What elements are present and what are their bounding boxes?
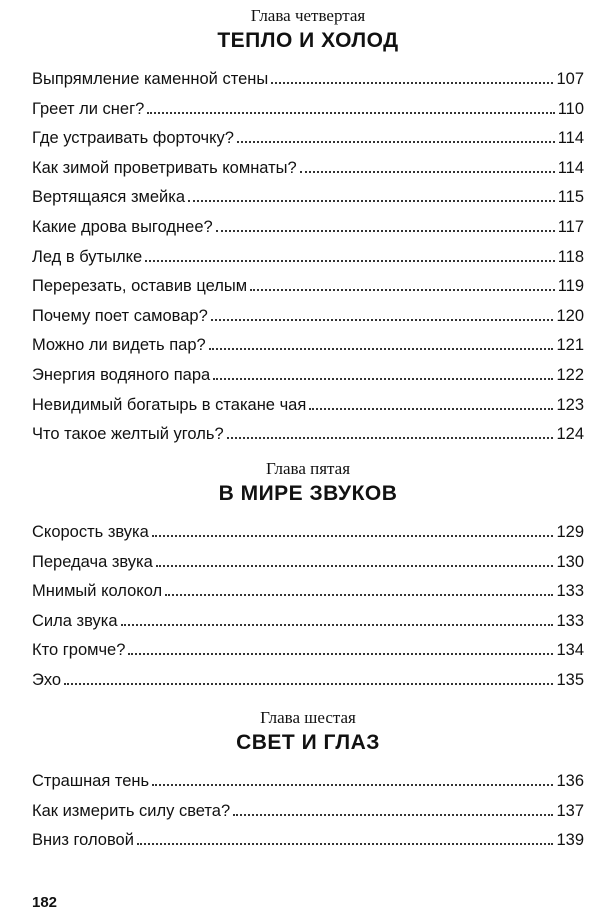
toc-entry-page-number: 123 bbox=[556, 395, 584, 414]
dot-leader bbox=[137, 823, 554, 845]
toc-entry-title: Где устраивать форточку? bbox=[32, 129, 234, 148]
dot-leader bbox=[209, 328, 554, 350]
toc-entry-title: Невидимый богатырь в стакане чая bbox=[32, 395, 307, 414]
toc-entry-title: Как измерить силу света? bbox=[32, 801, 231, 820]
toc-entry-page-number: 122 bbox=[556, 365, 584, 384]
page-number: 182 bbox=[32, 894, 58, 911]
toc-entry bbox=[32, 515, 584, 545]
toc-entry-title: Вертящаяся змейка bbox=[32, 188, 186, 207]
toc-entry bbox=[32, 823, 584, 853]
dot-leader bbox=[165, 574, 553, 596]
toc-entry-title: Скорость звука bbox=[32, 523, 149, 541]
chapter-title: В МИРЕ ЗВУКОВ bbox=[218, 482, 398, 505]
dot-leader bbox=[147, 92, 554, 114]
toc-entry bbox=[32, 180, 584, 210]
toc-entry-page-number: 133 bbox=[556, 582, 584, 601]
dot-leader bbox=[156, 545, 554, 567]
dot-leader bbox=[271, 62, 553, 84]
toc-entry bbox=[32, 388, 584, 418]
toc-entry bbox=[32, 633, 584, 663]
toc-entry-page-number: 118 bbox=[557, 247, 584, 266]
dot-leader bbox=[121, 604, 554, 626]
toc-entry bbox=[32, 574, 584, 604]
dot-leader bbox=[64, 663, 553, 685]
toc-entry-page-number: 135 bbox=[556, 670, 584, 689]
toc-entry bbox=[32, 358, 584, 388]
toc-entry-title: Энергия водяного пара bbox=[32, 365, 211, 384]
dot-leader bbox=[211, 299, 554, 321]
toc-entry-page-number: 114 bbox=[557, 158, 584, 177]
dot-leader bbox=[152, 515, 554, 537]
toc-entry-page-number: 114 bbox=[557, 129, 584, 148]
toc-entry-page-number: 121 bbox=[556, 336, 584, 355]
toc-entry-page-number: 120 bbox=[556, 306, 584, 325]
dot-leader bbox=[300, 151, 555, 173]
toc-entry-title: Эхо bbox=[32, 670, 62, 689]
toc-entry bbox=[32, 328, 584, 358]
toc-entry-page-number: 107 bbox=[556, 70, 584, 88]
toc-entry bbox=[32, 764, 584, 794]
dot-leader bbox=[250, 269, 555, 291]
dot-leader bbox=[216, 210, 555, 232]
toc-entry-title: Страшная тень bbox=[32, 772, 150, 790]
toc-entry-title: Передача звука bbox=[32, 552, 153, 571]
toc-entry-title: Какие дрова выгоднее? bbox=[32, 217, 213, 236]
chapter-label: Глава пятая bbox=[265, 459, 351, 478]
toc-entry-page-number: 137 bbox=[556, 801, 584, 820]
toc-entry-title: Кто громче? bbox=[32, 641, 126, 660]
toc-entry-page-number: 139 bbox=[556, 831, 584, 850]
toc-entry-title: Можно ли видеть пар? bbox=[32, 336, 206, 355]
chapter-5-section bbox=[32, 459, 584, 693]
toc-entry-list bbox=[32, 764, 584, 853]
toc-entry-list bbox=[32, 62, 584, 447]
toc-entry-title: Мнимый колокол bbox=[32, 582, 163, 601]
toc-entry-page-number: 110 bbox=[557, 99, 584, 118]
toc-entry-page-number: 130 bbox=[556, 552, 584, 571]
chapter-6-section bbox=[32, 708, 584, 853]
toc-entry-title: Вниз головой bbox=[32, 831, 134, 850]
toc-entry-title: Почему поет самовар? bbox=[32, 306, 208, 325]
toc-entry-page-number: 129 bbox=[556, 523, 584, 541]
toc-entry bbox=[32, 545, 584, 575]
chapter-label: Глава четвертая bbox=[250, 6, 366, 25]
toc-entry-title: Выпрямление каменной стены bbox=[32, 70, 269, 88]
toc-entry bbox=[32, 62, 584, 92]
toc-entry bbox=[32, 240, 584, 270]
toc-entry bbox=[32, 269, 584, 299]
toc-entry-title: Сила звука bbox=[32, 611, 118, 630]
toc-entry bbox=[32, 121, 584, 151]
toc-entry bbox=[32, 210, 584, 240]
toc-entry-title: Что такое желтый уголь? bbox=[32, 425, 224, 444]
toc-entry-page-number: 117 bbox=[557, 217, 584, 236]
chapter-title: СВЕТ И ГЛАЗ bbox=[236, 731, 380, 754]
toc-entry-page-number: 124 bbox=[556, 425, 584, 444]
toc-entry bbox=[32, 151, 584, 181]
dot-leader bbox=[309, 388, 553, 410]
dot-leader bbox=[188, 180, 555, 202]
toc-entry-page-number: 119 bbox=[557, 277, 584, 296]
dot-leader bbox=[152, 764, 553, 786]
dot-leader bbox=[237, 121, 555, 143]
dot-leader bbox=[233, 794, 553, 816]
chapter-title: ТЕПЛО И ХОЛОД bbox=[217, 29, 399, 52]
toc-entry bbox=[32, 417, 584, 447]
toc-entry-title: Перерезать, оставив целым bbox=[32, 277, 248, 296]
toc-entry-title: Лед в бутылке bbox=[32, 247, 143, 266]
toc-entry-page-number: 115 bbox=[557, 188, 584, 207]
dot-leader bbox=[213, 358, 553, 380]
toc-entry-title: Как зимой проветривать комнаты? bbox=[32, 158, 297, 177]
toc-entry-title: Греет ли снег? bbox=[32, 99, 145, 118]
toc-entry bbox=[32, 604, 584, 634]
toc-entry bbox=[32, 299, 584, 329]
toc-entry-page-number: 133 bbox=[556, 611, 584, 630]
dot-leader bbox=[145, 240, 555, 262]
toc-entry-page-number: 136 bbox=[556, 772, 584, 790]
chapter-4-section bbox=[32, 6, 584, 447]
toc-entry-page-number: 134 bbox=[556, 641, 584, 660]
toc-entry-list bbox=[32, 515, 584, 693]
toc-entry bbox=[32, 794, 584, 824]
toc-entry bbox=[32, 663, 584, 693]
toc-entry bbox=[32, 92, 584, 122]
dot-leader bbox=[128, 633, 553, 655]
chapter-label: Глава шестая bbox=[260, 708, 356, 727]
dot-leader bbox=[227, 417, 554, 439]
